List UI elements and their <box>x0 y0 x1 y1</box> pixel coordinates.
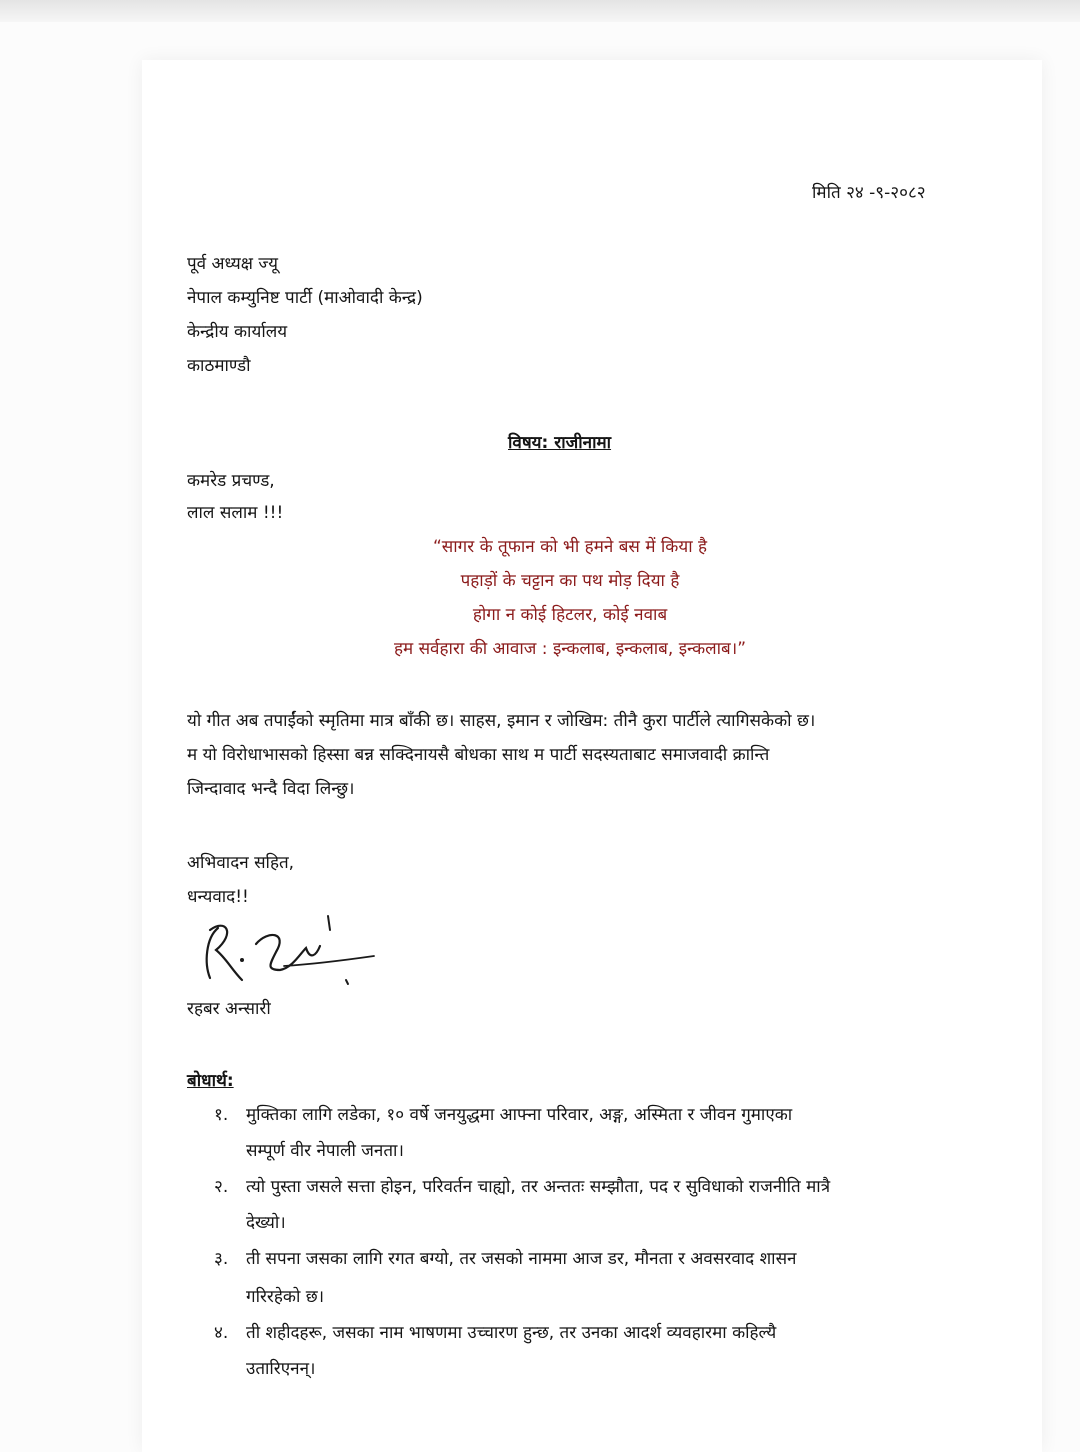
letter-date: मिति २४ -९-२०८२ <box>812 183 926 203</box>
closing-greeting: अभिवादन सहित, <box>187 853 295 873</box>
recipient-line-1: पूर्व अध्यक्ष ज्यू <box>187 254 278 274</box>
cc-item-3-number: ३. <box>214 1249 229 1269</box>
cc-item-1-line-1: मुक्तिका लागि लडेका, १० वर्षे जनयुद्धमा आफ्ना परिवार, अङ्ग, अस्मिता र जीवन गुमाएका <box>246 1105 793 1125</box>
closing-thanks: धन्यवाद!! <box>187 887 249 907</box>
cc-item-4-number: ४. <box>214 1323 229 1343</box>
body-line-2: म यो विरोधाभासको हिस्सा बन्न सक्दिनायसै बोधका साथ म पार्टी सदस्यताबाट समाजवादी क्रान्ति <box>187 745 770 765</box>
body-line-1: यो गीत अब तपाईंको स्मृतिमा मात्र बाँकी छ। साहस, इमान र जोखिम: तीनै कुरा पार्टीले त्यागिसकेको छ। <box>187 711 816 731</box>
quote-line-4: हम सर्वहारा की आवाज : इन्कलाब, इन्कलाब, इन्कलाब।” <box>393 639 747 659</box>
top-shadow-band <box>0 0 1080 22</box>
salutation-comrade: कमरेड प्रचण्ड, <box>187 471 275 491</box>
cc-title: बोधार्थ: <box>187 1071 234 1091</box>
salutation-red-salute: लाल सलाम !!! <box>187 503 284 523</box>
subject-line: विषय: राजीनामा <box>508 433 612 453</box>
body-line-3: जिन्दावाद भन्दै विदा लिन्छु। <box>187 779 355 799</box>
recipient-line-4: काठमाण्डौ <box>187 356 251 376</box>
quote-line-3: होगा न कोई हिटलर, कोई नवाब <box>472 605 668 625</box>
handwritten-signature <box>196 908 386 998</box>
cc-item-1-number: १. <box>214 1105 229 1125</box>
recipient-line-2: नेपाल कम्युनिष्ट पार्टी (माओवादी केन्द्र) <box>187 288 423 308</box>
cc-item-2-line-2: देख्यो। <box>246 1213 286 1233</box>
quote-line-2: पहाड़ों के चट्टान का पथ मोड़ दिया है <box>460 571 680 591</box>
quote-line-1: “सागर के तूफान को भी हमने बस में किया है <box>432 537 708 557</box>
cc-item-4-line-2: उतारिएनन्। <box>246 1359 316 1379</box>
cc-item-2-line-1: त्यो पुस्ता जसले सत्ता होइन, परिवर्तन चाह्यो, तर अन्ततः सम्झौता, पद र सुविधाको राजनीति मात्रै <box>246 1177 831 1197</box>
cc-item-3-line-2: गरिरहेको छ। <box>246 1287 325 1307</box>
cc-item-1-line-2: सम्पूर्ण वीर नेपाली जनता। <box>246 1141 404 1161</box>
recipient-line-3: केन्द्रीय कार्यालय <box>187 322 288 342</box>
cc-item-4-line-1: ती शहीदहरू, जसका नाम भाषणमा उच्चारण हुन्छ, तर उनका आदर्श व्यवहारमा कहिल्यै <box>246 1323 777 1343</box>
cc-item-3-line-1: ती सपना जसका लागि रगत बग्यो, तर जसको नाममा आज डर, मौनता र अवसरवाद शासन <box>246 1249 797 1269</box>
cc-item-2-number: २. <box>214 1177 229 1197</box>
signatory-name: रहबर अन्सारी <box>187 999 271 1019</box>
